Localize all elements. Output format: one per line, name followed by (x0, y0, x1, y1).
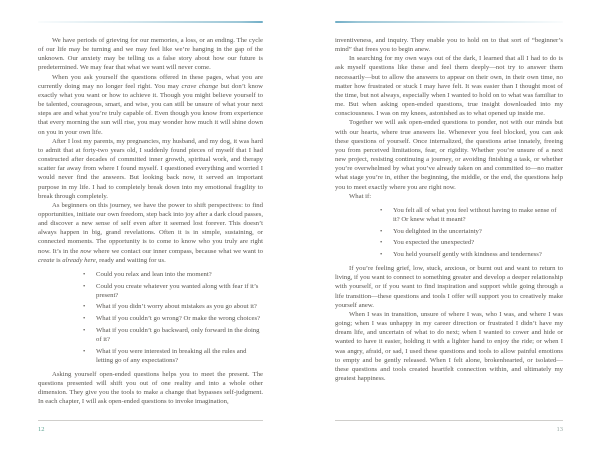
bullet-item: • You held yourself gently with kindness and tenderness? (378, 250, 563, 259)
paragraph: We have periods of grieving for our memories, a loss, or an ending. The cycle of our life may be turning and we may feel like we’re hanging in the gap of the unknown. Our anxiety may be telling us a false story about how our future is predetermined. We may fear that what we want will never come. (38, 37, 263, 72)
paragraph: Asking yourself open-ended questions helps you to meet the present. The questions presented will shift you out of one reality and into a whole other dimension. They give you the tools to make a change that bypasses self-judgment. In each chapter, I will ask open-ended questions to invoke imagination, (38, 370, 263, 406)
bullet-item: • What if you couldn’t go wrong? Or make the wrong choices? (81, 314, 263, 323)
decorative-top-rule-left (38, 21, 263, 23)
paragraph: When I was in transition, unsure of where I was, who I was, and where I was going; when I was unhappy in my career direction or frustrated I didn’t have my dream life, and uncertain of what to do next; when I wanted to cower and hide or wanted to have it easier, holding it with a lighter hand to enjoy the ride; or when I was angry, afraid, or sad, I used these questions and tools to allow painful emotions to empty and be gently released. When I felt alone, brokenhearted, or isolated—these questions and tools created heartfelt connection within, and ultimately my greatest happiness. (335, 310, 563, 382)
paragraph: inventiveness, and inquiry. They enable you to hold on to that sort of “beginner’s mind” that frees you to begin anew. (335, 37, 563, 54)
page-number-right: 13 (556, 426, 563, 433)
paragraph: If you’re feeling grief, low, stuck, anxious, or burnt out and want to return to living, if you want to connect to something greater and develop a deeper relationship with yourself, or if you want to find inspiration and support while going through a life transition—these questions and tools I offer will support you to creatively make yourself anew. (335, 265, 563, 309)
page-number-left: 12 (38, 426, 45, 433)
bullet-item: • What if you didn’t worry about mistakes as you go about it? (81, 302, 263, 311)
bullet-item: • You expected the unexpected? (378, 238, 563, 247)
left-page-body (38, 36, 263, 406)
left-page-bullet-list (38, 270, 263, 365)
bullet-item: • Could you create whatever you wanted along with fear if it’s present? (81, 282, 263, 300)
footer-rule-right (335, 420, 563, 421)
bullet-item: • You delighted in the uncertainty? (378, 227, 563, 236)
paragraph: As beginners on this journey, we have the power to shift perspectives: to find opportunities, initiate our own freedom, step back into joy after a dark cloud passes, and discover a new sense of self even after it seemed lost forever. This doesn’t always happen in big, grand revelations. Often it is in simple, sustaining, or connected moments. The opportunity is to come to know who you truly are right now. It’s in the now where we contact our inner compass, because what we want to create is already here, ready and waiting for us. (38, 201, 264, 264)
right-page-footer (335, 420, 563, 434)
right-page-closing-paragraphs (335, 264, 563, 383)
left-page-paragraphs (38, 36, 263, 265)
paragraph: When you ask yourself the questions offered in these pages, what you are currently doing may no longer feel right. You may crave change but don’t know exactly what you want or how to achieve it. Though you might believe yourself to be talented, courageous, smart, and wise, you can still be unsure of what your next steps are and what you’re truly capable of. Even though you know from experience that every morning the sun will rise, you may wonder how much it will shine down on you in your own life. (38, 73, 264, 136)
bullet-item: • What if you were interested in breaking all the rules and letting go of any expectations? (81, 347, 263, 365)
right-page-paragraphs (335, 36, 563, 192)
what-if-label: What if: (349, 192, 372, 200)
bullet-item: • You felt all of what you feel without having to make sense of it? Or knew what it meant? (378, 206, 563, 224)
bullet-item: • Could you relax and lean into the moment? (81, 270, 263, 279)
left-page (38, 0, 263, 450)
paragraph: After I lost my parents, my pregnancies, my husband, and my dog, it was hard to admit that at forty-two years old, I suddenly found pieces of myself that I had constructed after decades of committed inner growth, spiritual work, and therapy scatter far away from where I found myself. I questioned everything and worried I would never find the answers. But looking back now, it served an important purpose in my life. I had to completely break down into my emotional fragility to break through completely. (38, 137, 263, 200)
left-page-closing-paragraphs (38, 370, 263, 407)
right-page (335, 0, 563, 450)
footer-rule-left (38, 420, 263, 421)
paragraph: In searching for my own ways out of the dark, I learned that all I had to do is ask myself questions like these and feel them deeply—not try to answer them necessarily—but to allow the answers to appear on their own, in their own time, no matter how frustrated or stuck I may have felt. It was easier than I thought most of the time, but not always, especially when I wanted to hold on to what was familiar to me. But when asking open-ended questions, true insight downloaded into my consciousness. I was on my knees, astonished as to what opened up inside me. (335, 55, 563, 118)
paragraph: Together we will ask open-ended questions to ponder, not with our minds but with our hearts, where true answers lie. Whenever you feel blocked, you can ask these questions of yourself. Once internalized, the questions arise innately, freeing you from perceived limitations, fear, or rigidity. Whether you’re unsure of a next new project, resisting continuing a journey, or avoiding finishing a task, or whether you’re overwhelmed by what you’ve already taken on and committed to—no matter what stage you’re in, either the beginning, the middle, or the end, the questions help you to meet exactly where you are right now. (335, 119, 563, 191)
left-page-footer (38, 420, 263, 434)
right-page-bullet-list (335, 206, 563, 259)
decorative-top-rule-right (335, 21, 563, 23)
right-page-body (335, 36, 563, 383)
bullet-item: • What if you couldn’t go backward, only forward in the doing of it? (81, 326, 263, 344)
